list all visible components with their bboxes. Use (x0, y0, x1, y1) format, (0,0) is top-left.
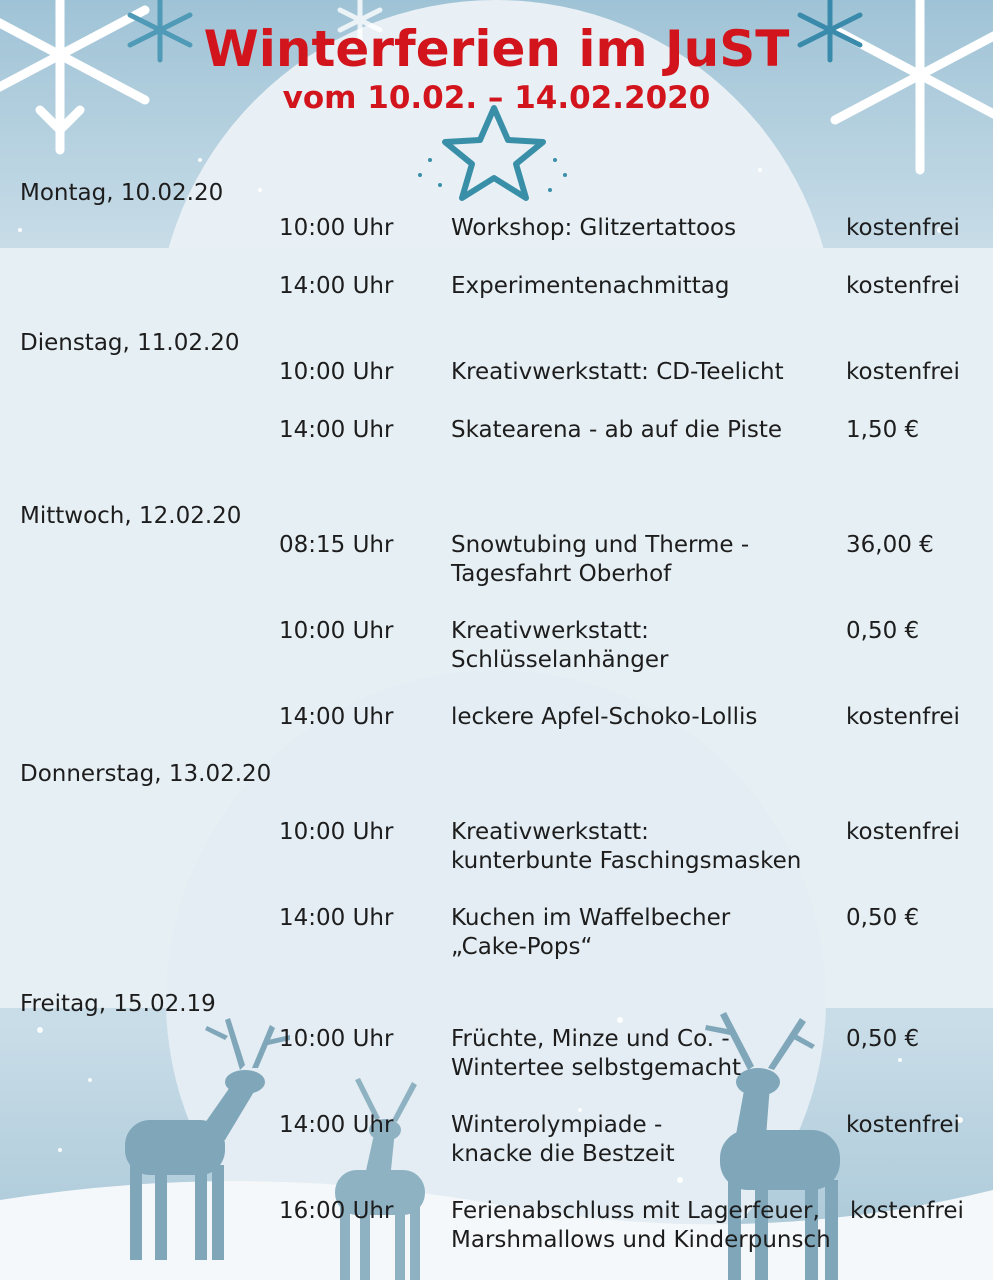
event-title-line2: „Cake-Pops“ (451, 934, 593, 960)
event-time: 14:00 Uhr (279, 1112, 394, 1138)
event-price: kostenfrei (846, 359, 960, 385)
event-price: 1,50 € (846, 417, 920, 443)
event-title: Kreativwerkstatt: CD-Teelicht (451, 359, 784, 385)
event-price: kostenfrei (846, 819, 960, 845)
event-time: 10:00 Uhr (279, 359, 394, 385)
event-price: kostenfrei (846, 215, 960, 241)
day-label-tuesday: Dienstag, 11.02.20 (20, 330, 240, 356)
event-title: Ferienabschluss mit Lagerfeuer, (451, 1198, 820, 1224)
event-title: Kreativwerkstatt: (451, 618, 649, 644)
event-price: kostenfrei (846, 273, 960, 299)
event-title: leckere Apfel-Schoko-Lollis (451, 704, 758, 730)
event-price: kostenfrei (850, 1198, 964, 1224)
event-price: 0,50 € (846, 1026, 920, 1052)
event-title: Experimentenachmittag (451, 273, 730, 299)
event-price: 0,50 € (846, 618, 920, 644)
page-title: Winterferien im JuST (203, 20, 790, 78)
event-time: 10:00 Uhr (279, 618, 394, 644)
event-title: Skatearena - ab auf die Piste (451, 417, 783, 443)
event-price: kostenfrei (846, 704, 960, 730)
event-title-line2: Wintertee selbstgemacht (451, 1055, 742, 1081)
event-time: 10:00 Uhr (279, 1026, 394, 1052)
event-title-line2: knacke die Bestzeit (451, 1141, 675, 1167)
event-title-line2: kunterbunte Faschingsmasken (451, 848, 802, 874)
event-time: 10:00 Uhr (279, 215, 394, 241)
event-time: 14:00 Uhr (279, 704, 394, 730)
event-title-line2: Marshmallows und Kinderpunsch (451, 1227, 831, 1253)
event-time: 14:00 Uhr (279, 273, 394, 299)
event-title-line2: Schlüsselanhänger (451, 647, 669, 673)
day-label-wednesday: Mittwoch, 12.02.20 (20, 503, 242, 529)
event-title: Früchte, Minze und Co. - (451, 1026, 730, 1052)
page-subtitle: vom 10.02. – 14.02.2020 (282, 80, 711, 116)
event-price: 0,50 € (846, 905, 920, 931)
event-title-line2: Tagesfahrt Oberhof (451, 561, 672, 587)
event-price: kostenfrei (846, 1112, 960, 1138)
event-time: 16:00 Uhr (279, 1198, 394, 1224)
day-label-friday: Freitag, 15.02.19 (20, 991, 216, 1017)
event-title: Snowtubing und Therme - (451, 532, 750, 558)
event-time: 08:15 Uhr (279, 532, 394, 558)
event-time: 10:00 Uhr (279, 819, 394, 845)
event-title: Kuchen im Waffelbecher (451, 905, 731, 931)
day-label-monday: Montag, 10.02.20 (20, 180, 224, 206)
event-time: 14:00 Uhr (279, 905, 394, 931)
event-title: Kreativwerkstatt: (451, 819, 649, 845)
event-title: Workshop: Glitzertattoos (451, 215, 737, 241)
day-label-thursday: Donnerstag, 13.02.20 (20, 761, 272, 787)
event-title: Winterolympiade - (451, 1112, 663, 1138)
event-price: 36,00 € (846, 532, 934, 558)
event-time: 14:00 Uhr (279, 417, 394, 443)
